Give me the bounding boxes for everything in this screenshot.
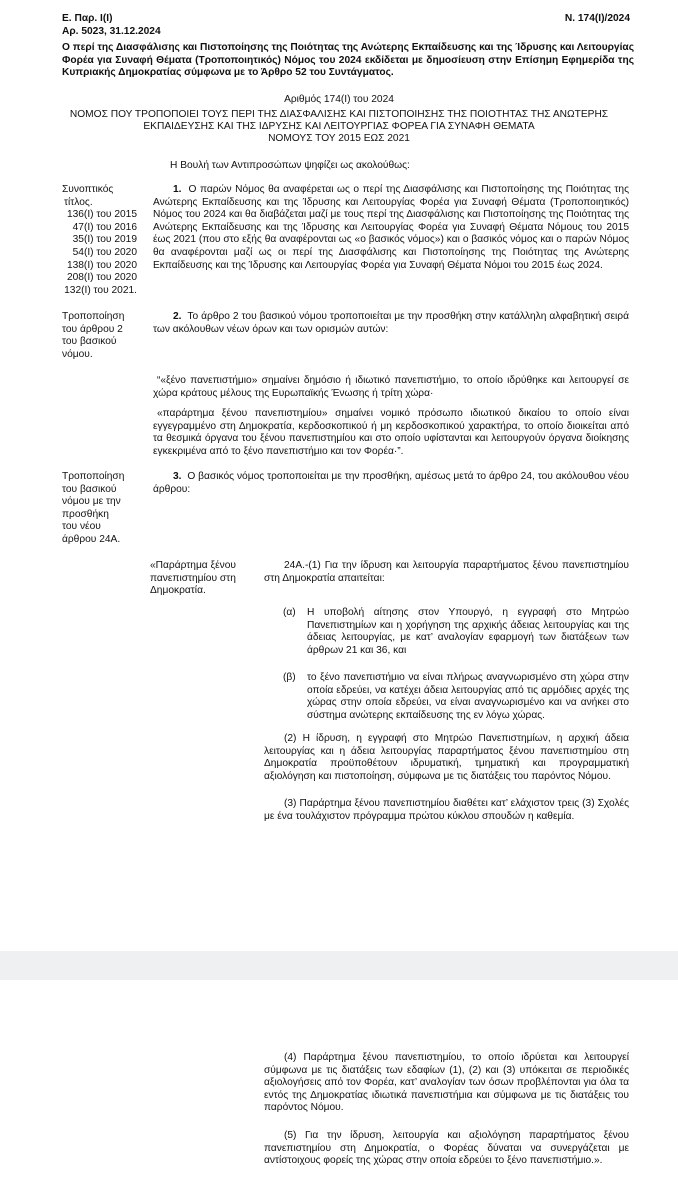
section-2 — [153, 311, 629, 336]
section-1-text: Ο παρών Νόμος θα αναφέρεται ως ο περί της Διασφάλισης και Πιστοποίησης της Ποιότητας της Ανώτερης Εκπαίδευσης και της Ίδρυσης και Λειτουργίας Φορέα για Συναφή Θέματα (Τροποποιητικός) Νόμος του 2024 και θα διαβάζεται μαζί με τους περί της Διασφάλισης και Πιστοποίησης της Ποιότητας της Ανώτερης Εκπαίδευσης και της Ίδρυσης και Λειτουργίας Φορέα για Συναφή Θέματα Νόμους του 2015 έως 2021 (που στο εξής θα αναφέρονται ως «ο βασικός νόμος») και ο βασικός νόμος και ο παρών Νόμος θα αναφέρονται μαζί ως οι περί της Διασφάλισης και Πιστοποίησης της Ποιότητας της Ανώτερης Εκπαίδευσης και της Ίδρυσης και Λειτουργίας Φορέα για Συναφή Θέματα Νόμοι του 2015 έως 2024. — [153, 184, 629, 271]
margin-note-article-24a: Τροποποίηση του βασικού νόμου με την προσθήκη του νέου άρθρου 24Α. — [62, 471, 125, 545]
law-title-line-1: ΝΟΜΟΣ ΠΟΥ ΤΡΟΠΟΠΟΙΕΙ ΤΟΥΣ ΠΕΡΙ ΤΗΣ ΔΙΑΣΦΑΛΙΣΗΣ ΚΑΙ ΠΙΣΤΟΠΟΙΗΣΗΣ ΤΗΣ ΠΟΙΟΤΗΤΑΣ ΤΗΣ ΑΝΩΤΕΡΗΣ — [69, 109, 609, 120]
section-3-number: 3. — [173, 471, 182, 482]
paragraph-beta: το ξένο πανεπιστήμιο να είναι πλήρως αναγνωρισμένο στη χώρα στην οποία εδρεύει, να κατέχει άδεια λειτουργίας από τις αρμόδιες αρχές της χώρας στην οποία εδρεύει, να είναι αναγνωρισμένο και να ανήκει στο σύστημα ανώτερης εκπαίδευσης της εν λόγω χώρας. — [307, 672, 629, 721]
definition-foreign-university-branch: «παράρτημα ξένου πανεπιστημίου» σημαίνει νομικό πρόσωπο ιδιωτικού δικαίου το οποίο είναι εγγεγραμμένο στη Δημοκρατία, κερδοσκοπικού ή μη κερδοσκοπικού χαρακτήρα, το οποίο διοικείται από τα θεσμικά όργανα του ξένου πανεπιστημίου και στο οποίο υφίστανται και λειτουργούν όργανα διοίκησης εγκεκριμένα από το ξένο πανεπιστήμιο και τον Φορέα·”. — [153, 408, 629, 457]
margin-note-branch: «Παράρτημα ξένου πανεπιστημίου στη Δημοκρατία. — [150, 560, 236, 597]
section-1 — [153, 184, 629, 272]
margin-law-ref: 47(Ι) του 2016 — [72, 221, 137, 233]
gazette-part: Ε. Παρ. Ι(Ι) — [62, 13, 113, 24]
section-1-number: 1. — [173, 184, 182, 195]
issue-date: Αρ. 5023, 31.12.2024 — [62, 26, 161, 37]
page-2 — [0, 980, 678, 1200]
law-title-number: Αριθμός 174(Ι) του 2024 — [284, 94, 394, 105]
enacting-clause: Η Βουλή των Αντιπροσώπων ψηφίζει ως ακολούθως: — [170, 160, 410, 171]
section-3-text: Ο βασικός νόμος τροποποιείται με την προσθήκη, αμέσως μετά το άρθρο 24, του ακόλουθου νέου άρθρου: — [153, 471, 629, 495]
article-24a-subsection-1: 24Α.-(1) Για την ίδρυση και λειτουργία παραρτήματος ξένου πανεπιστημίου στη Δημοκρατία απαιτείται: — [264, 560, 629, 584]
section-2-number: 2. — [173, 311, 182, 322]
margin-law-ref: 138(Ι) του 2020 — [66, 259, 137, 271]
law-number: Ν. 174(Ι)/2024 — [564, 13, 630, 24]
law-title-line-2: ΕΚΠΑΙΔΕΥΣΗΣ ΚΑΙ ΤΗΣ ΙΔΡΥΣΗΣ ΚΑΙ ΛΕΙΤΟΥΡΓΙΑΣ ΦΟΡΕΑ ΓΙΑ ΣΥΝΑΦΗ ΘΕΜΑΤΑ — [143, 121, 535, 132]
margin-law-ref: 136(Ι) του 2015 — [66, 209, 137, 221]
law-title-line-3: ΝΟΜΟΥΣ ΤΟΥ 2015 ΕΩΣ 2021 — [268, 133, 410, 144]
article-24a-subsection-5: (5) Για την ίδρυση, λειτουργία και αξιολόγηση παραρτήματος ξένου πανεπιστημίου στη Δημοκρατία, ο Φορέας δύναται να συνεργάζεται με αντίστοιχους φορείς της χώρας στην οποία εδρεύει το ξένο πανεπιστήμιο.». — [264, 1130, 629, 1167]
paragraph-alpha-label: (α) — [283, 607, 296, 618]
margin-law-ref: 54(Ι) του 2020 — [72, 246, 137, 258]
margin-law-ref: 132(Ι) του 2021. — [64, 284, 137, 296]
margin-note-article-2: Τροποποίηση του άρθρου 2 του βασικού νόμου. — [62, 311, 125, 360]
publication-note: Ο περί της Διασφάλισης και Πιστοποίησης της Ποιότητας της Ανώτερης Εκπαίδευσης και της Ίδρυσης και Λειτουργίας Φορέα για Συναφή Θέματα (Τροποποιητικός) Νόμος του 2024 εκδίδεται με δημοσίευση στην Επίσημη Εφημερίδα της Κυπριακής Δημοκρατίας σύμφωνα με το Άρθρο 52 του Συντάγματος. — [62, 42, 634, 79]
paragraph-alpha: Η υποβολή αίτησης στον Υπουργό, η εγγραφή στο Μητρώο Πανεπιστημίων και η χορήγηση της αρχικής άδειας λειτουργίας και της άδειας λειτουργίας, με κατ’ αναλογίαν εφαρμογή των διατάξεων των άρθρων 21 και 36, και — [307, 607, 629, 656]
section-2-text: Το άρθρο 2 του βασικού νόμου τροποποιείται με την προσθήκη στην κατάλληλη αλφαβητική σειρά των ακόλουθων νέων όρων και των ορισμών αυτών: — [153, 311, 629, 335]
definition-foreign-university: “«ξένο πανεπιστήμιο» σημαίνει δημόσιο ή ιδιωτικό πανεπιστήμιο, το οποίο ιδρύθηκε και λειτουργεί σε χώρα κράτους μέλους της Ευρωπαϊκής Ένωσης ή τρίτη χώρα· — [153, 375, 629, 399]
article-24a-subsection-2: (2) Η ίδρυση, η εγγραφή στο Μητρώο Πανεπιστημίων, η αρχική άδεια λειτουργίας και η άδεια λειτουργίας παραρτήματος ξένου πανεπιστημίου στη Δημοκρατία προϋποθέτουν ιδρυματική, τμηματική και προγραμματική αξιολόγηση και πιστοποίηση, σύμφωνα με τις διατάξεις του παρόντος Νόμου. — [264, 733, 629, 782]
paragraph-beta-label: (β) — [283, 672, 296, 683]
article-24a-subsection-4: (4) Παράρτημα ξένου πανεπιστημίου, το οποίο ιδρύεται και λειτουργεί σύμφωνα με τις διατάξεις των εδαφίων (1), (2) και (3) υπόκειται σε περιοδικές αξιολογήσεις από τον Φορέα, κατ’ αναλογίαν των όσων προβλέπονται για όλα τα εντός της Δημοκρατίας ιδιωτικά πανεπιστήμια και σύμφωνα με τις διατάξεις του παρόντος Νόμου. — [264, 1052, 629, 1114]
margin-note-short-title: Συνοπτικός τίτλος. 136(Ι) του 2015 47(Ι) του 2016 35(Ι) του 2019 54(Ι) του 2020 138(Ι) του 2020 208(Ι) του 2020 132(Ι) του 2021. — [62, 184, 137, 296]
margin-law-ref: 208(Ι) του 2020 — [66, 272, 137, 284]
page-break-gap — [0, 951, 678, 980]
margin-law-ref: 35(Ι) του 2019 — [72, 234, 137, 246]
article-24a-subsection-3: (3) Παράρτημα ξένου πανεπιστημίου διαθέτει κατ’ ελάχιστον τρεις (3) Σχολές με ένα τουλάχιστον πρόγραμμα πρώτου κύκλου σπουδών η καθεμία. — [264, 798, 629, 822]
law-title — [40, 109, 638, 145]
section-3 — [153, 471, 629, 496]
